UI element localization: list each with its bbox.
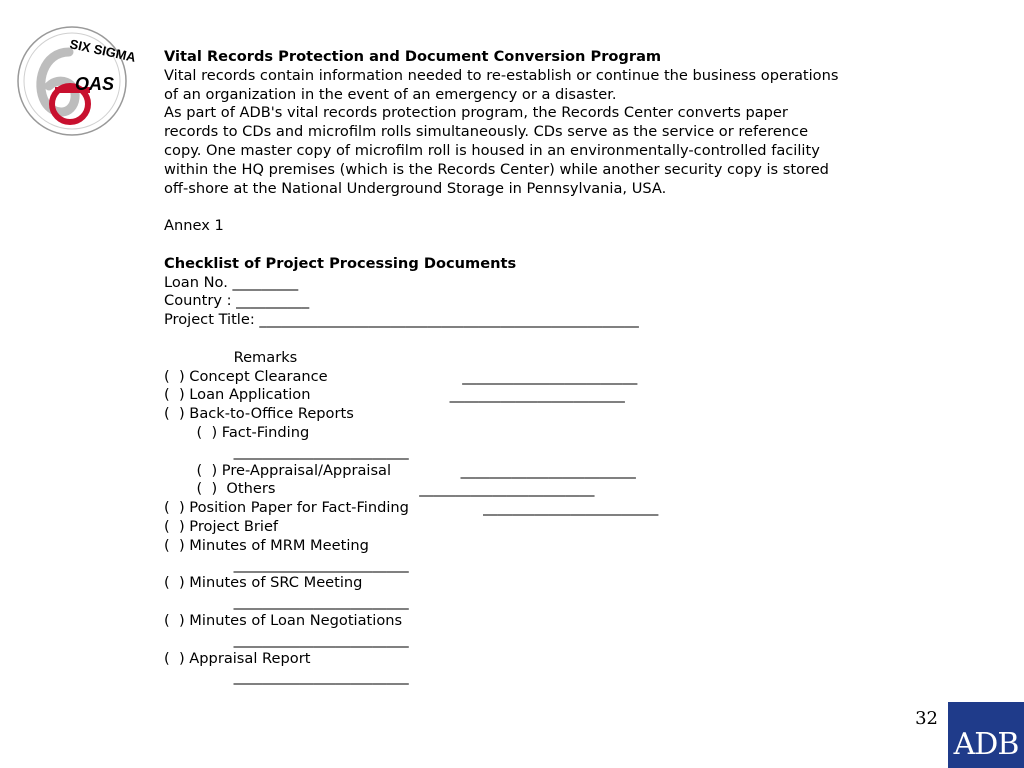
six-sigma-oas-logo: [15, 24, 138, 138]
document-line: ( ) Minutes of SRC Meeting: [164, 574, 363, 592]
document-line: copy. One master copy of microfilm roll is housed in an environmentally-controlled facility: [164, 141, 820, 159]
document-line: ( ) Loan Application ________________________: [164, 386, 625, 404]
document-line: ( ) Back-to-Office Reports: [164, 405, 354, 423]
document-line: within the HQ premises (which is the Records Center) while another security copy is stored: [164, 160, 829, 178]
document-line: Vital Records Protection and Document Conversion Program: [164, 48, 662, 65]
document-line: Country : __________: [164, 292, 310, 310]
blank-line: [164, 330, 904, 349]
document-line: Annex 1: [164, 217, 224, 235]
document-line: ________________________: [164, 593, 409, 611]
blank-line: [164, 236, 904, 255]
document-line: off-shore at the National Underground Storage in Pennsylvania, USA.: [164, 179, 667, 197]
document-line: ( ) Minutes of Loan Negotiations: [164, 611, 403, 629]
document-line: Project Title: ____________________________________________________: [164, 311, 639, 329]
document-line: ________________________: [164, 630, 409, 648]
adb-logo-text: ADB: [953, 727, 1019, 762]
document-line: Loan No. _________: [164, 273, 299, 291]
document-line: records to CDs and microfilm rolls simultaneously. CDs serve as the service or reference: [164, 123, 809, 141]
document-line: ( ) Project Brief: [164, 517, 279, 535]
adb-logo: [948, 702, 1024, 768]
document-line: As part of ADB's vital records protection program, the Records Center converts paper: [164, 104, 788, 122]
document-line: ________________________: [164, 442, 409, 460]
document-body: [164, 48, 904, 687]
six-sigma-oas-logo-icon: [15, 24, 138, 138]
logo-top-text: SIX SIGMA: [68, 36, 138, 65]
document-line: ( ) Concept Clearance ________________________: [164, 367, 638, 385]
document-line: ________________________: [164, 668, 409, 686]
document-line: ________________________: [164, 555, 409, 573]
logo-mark-text: OAS: [75, 74, 115, 94]
document-line: ( ) Minutes of MRM Meeting: [164, 536, 369, 554]
document-line: ( ) Position Paper for Fact-Finding ________________________: [164, 499, 659, 517]
page-number: 32: [915, 708, 938, 729]
document-line: of an organization in the event of an emergency or a disaster.: [164, 85, 617, 103]
document-line: Remarks: [164, 348, 298, 366]
document-line: ( ) Appraisal Report: [164, 649, 311, 667]
blank-line: [164, 198, 904, 217]
document-line: Checklist of Project Processing Documents: [164, 254, 517, 272]
document-line: ( ) Fact-Finding: [164, 423, 310, 441]
document-line: ( ) Pre-Appraisal/Appraisal ________________________: [164, 461, 636, 479]
document-line: Vital records contain information needed to re-establish or continue the business operations: [164, 66, 839, 84]
document-line: ( ) Others ________________________: [164, 480, 595, 498]
